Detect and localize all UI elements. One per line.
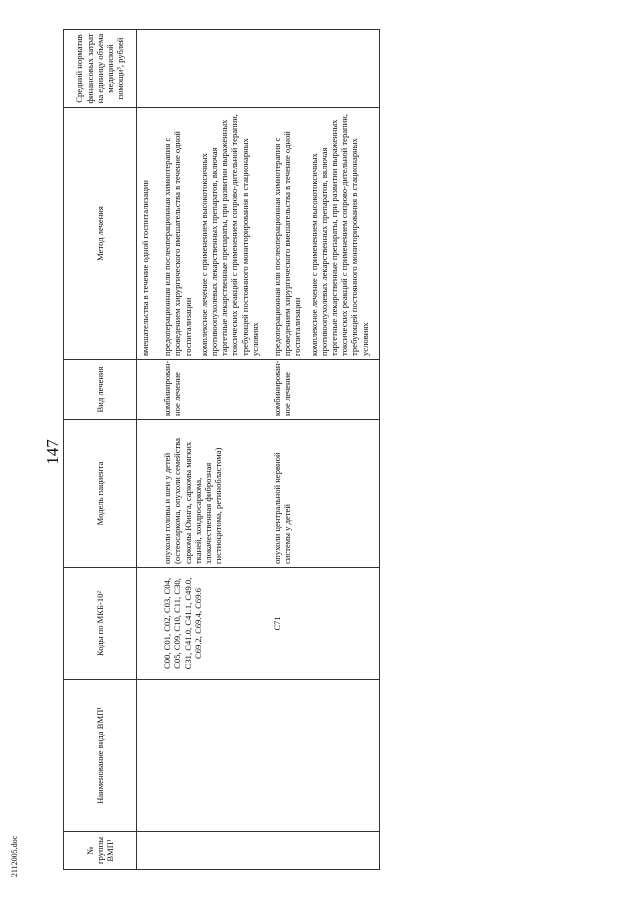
cell-model: опухоли головы и шеи у детей (остеосаркома, опухоли семейства саркомы Юинга, саркомы мягких тканей, хондросаркома, злокачественная фиброзная гистиоцитома, ретинобластома) <box>159 420 269 568</box>
header-treatment-method: Метод лечения <box>64 108 137 360</box>
table-row <box>159 30 269 870</box>
cell-model <box>137 420 160 568</box>
cell-cost <box>159 30 269 108</box>
header-patient-model: Модель пациента <box>64 420 137 568</box>
method-item: предоперационная или послеоперационная химиотерапия с проведением хирургического вмешательства в течение одной госпитализации <box>162 131 193 356</box>
method-item: предоперационная или послеоперационная химиотерапия с проведением хирургического вмешательства в течение одной госпитализации <box>272 131 303 356</box>
cell-cost <box>137 30 160 108</box>
footer-filename: 2112005.doc <box>10 835 20 878</box>
cell-model: опухоли центральной нервной системы у детей <box>269 420 379 568</box>
header-group-number: № группы ВМП¹ <box>64 832 137 870</box>
cell-method <box>269 108 379 360</box>
header-vmp-name: Наименование вида ВМП¹ <box>64 680 137 832</box>
cell-codes <box>137 568 160 680</box>
method-item: комплексное лечение с применением высокотоксичных противоопухолевых лекарственных препаратов, включая таргетные лекарственные препараты, при развитии выраженных токсических реакций с применением сопрово-дительной терапии, требующей постоянного мониторирования в стационарных условиях <box>198 114 260 356</box>
method-item: комплексное лечение с применением высокотоксичных противоопухолевых лекарственных препаратов, включая таргетные лекарственные препараты, при развитии выраженных токсических реакций с применением сопрово-дительной терапии, требующей постоянного мониторирования в стационарных условиях <box>308 114 370 356</box>
table-header-row <box>64 30 137 870</box>
method-item: вмешательства в течение одной госпитализации <box>140 179 150 356</box>
cell-group <box>137 832 160 870</box>
cell-type: комбинирован-ное лечение <box>269 360 379 420</box>
rotated-table-container <box>63 30 568 870</box>
table-row <box>269 30 379 870</box>
cell-name <box>269 680 379 832</box>
header-treatment-type: Вид лечения <box>64 360 137 420</box>
header-icd-codes: Коды по МКБ-10² <box>64 568 137 680</box>
cell-method <box>159 108 269 360</box>
cell-codes: C00, C01, C02, C03, C04, C05, C09, C10, C11, C30, C31, C41.0, C41.1, C49.0, C69.2, C69.4, C69.6 <box>159 568 269 680</box>
cell-cost <box>269 30 379 108</box>
header-average-cost: Средний норматив финансовых затрат на единицу объема медицинской помощи³, рублей <box>64 30 137 108</box>
treatment-table <box>63 29 380 870</box>
cell-name <box>137 680 160 832</box>
page-number: 147 <box>42 439 62 465</box>
cell-codes: C71 <box>269 568 379 680</box>
cell-type: комбинирован-ное лечение <box>159 360 269 420</box>
cell-name <box>159 680 269 832</box>
cell-group <box>269 832 379 870</box>
table-row <box>137 30 160 870</box>
cell-method <box>137 108 160 360</box>
cell-group <box>159 832 269 870</box>
cell-type <box>137 360 160 420</box>
